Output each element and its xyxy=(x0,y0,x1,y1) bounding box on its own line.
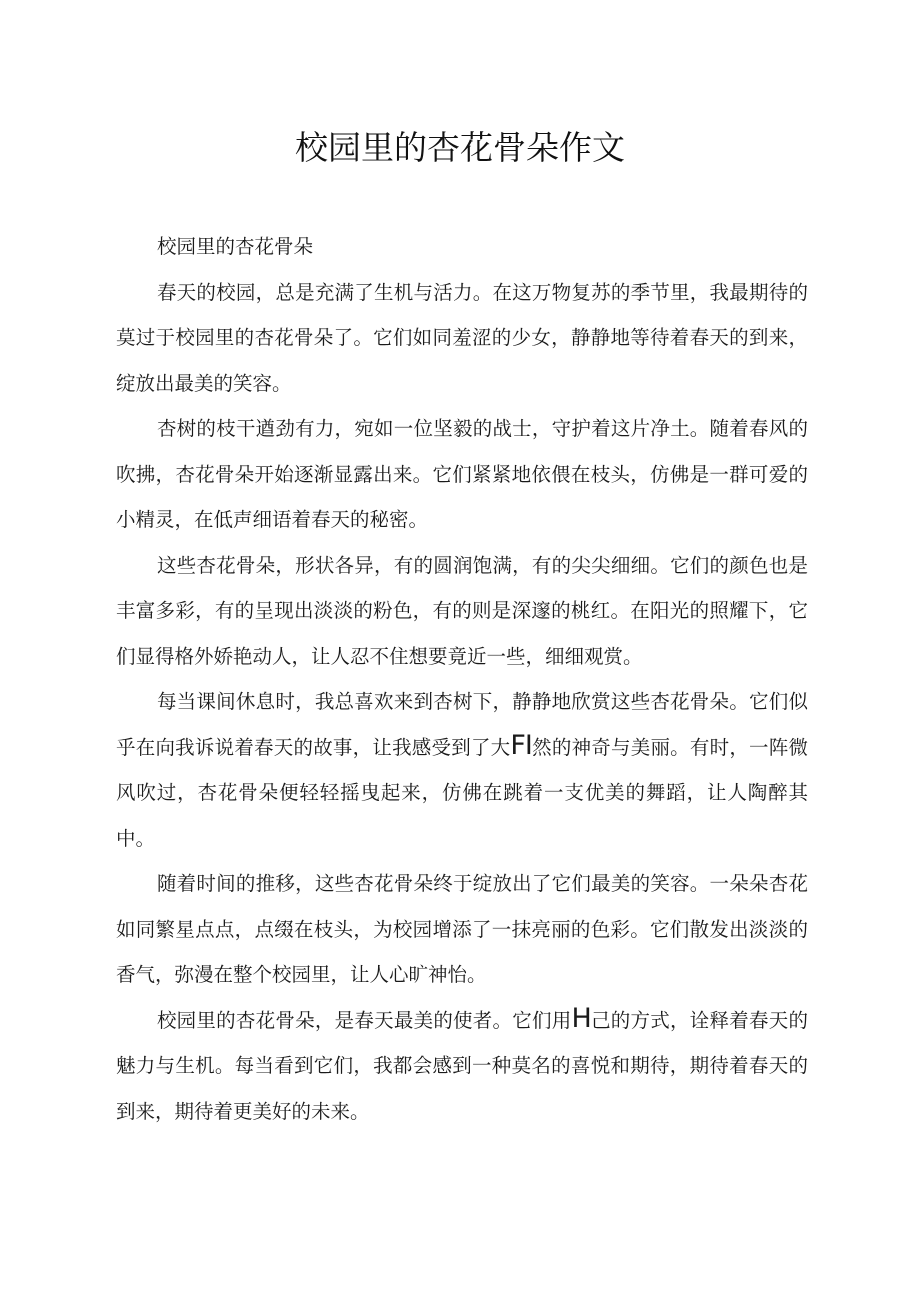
paragraph-6-part-1: 校园里的杏花骨朵，是春天最美的使者。它们用 xyxy=(156,1008,572,1032)
paragraph-6-part-2: 己的方式，诠释着春天的魅力与生机。每当看到它们，我都会感到一种莫名的喜悦和期待，期待着春天的到来，期待着更美好的未来。 xyxy=(116,1008,808,1123)
document-title: 校园里的杏花骨朵作文 xyxy=(295,128,625,167)
paragraph-6 xyxy=(116,998,808,1135)
document-body xyxy=(116,224,808,1134)
paragraph-2: 杏树的枝干遒劲有力，宛如一位坚毅的战士，守护着这片净土。随着春风的吹拂，杏花骨朵开始逐渐显露出来。它们紧紧地依偎在枝头，仿佛是一群可爱的小精灵，在低声细语着春天的秘密。 xyxy=(116,417,808,531)
paragraph-6-odd-glyph: H xyxy=(571,1002,591,1034)
paragraph-3: 这些杏花骨朵，形状各异，有的圆润饱满，有的尖尖细细。它们的颜色也是丰富多彩，有的呈现出淡淡的粉色，有的则是深邃的桃红。在阳光的照耀下，它们显得格外娇艳动人，让人忍不住想要竟近一些，细细观赏。 xyxy=(116,553,808,668)
document-subtitle: 校园里的杏花骨朵 xyxy=(156,235,313,258)
paragraph-1: 春天的校园，总是充满了生机与活力。在这万物复苏的季节里，我最期待的莫过于校园里的杏花骨朵了。它们如同羞涩的少女，静静地等待着春天的到来，绽放出最美的笑容。 xyxy=(116,280,808,395)
paragraph-4-part-2: 然的神奇与美丽。有时，一阵微风吹过，杏花骨朵便轻轻摇曳起来，仿佛在跳着一支优美的舞蹈，让人陶醉其中。 xyxy=(116,735,808,850)
paragraph-4-part-1: 每当课间休息时，我总喜欢来到杏树下，静静地欣赏这些杏花骨朵。它们似乎在向我诉说着春天的故事，让我感受到了大 xyxy=(116,690,808,759)
paragraph-4-odd-glyph: FI xyxy=(510,729,532,761)
paragraph-4 xyxy=(116,679,808,861)
paragraph-5: 随着时间的推移，这些杏花骨朵终于绽放出了它们最美的笑容。一朵朵杏花如同繁星点点，点缀在枝头，为校园增添了一抹亮丽的色彩。它们散发出淡淡的香气，弥漫在整个校园里，让人心旷神怡。 xyxy=(116,872,808,986)
